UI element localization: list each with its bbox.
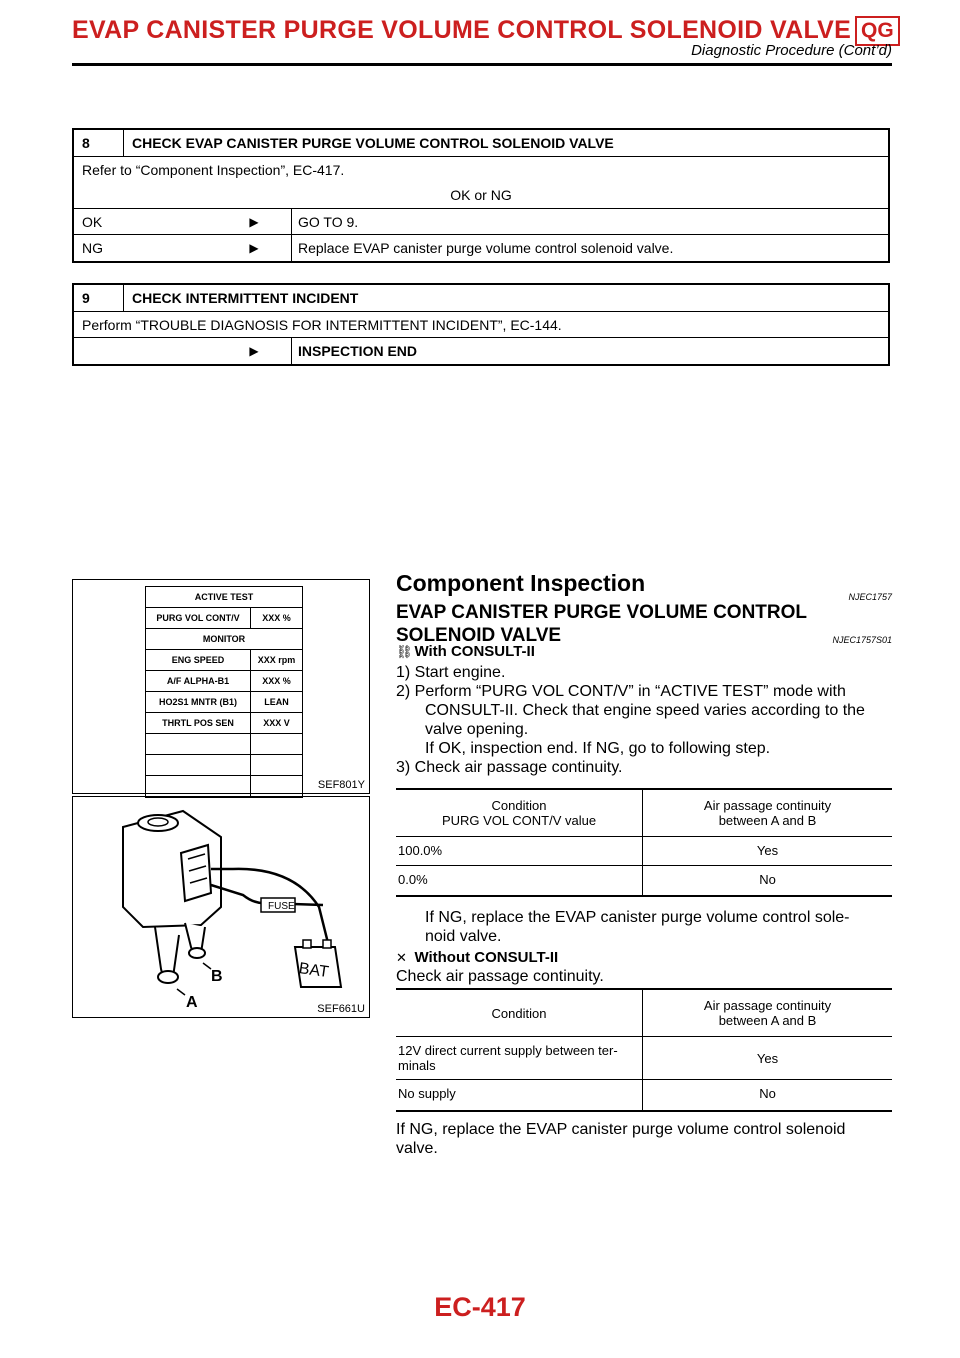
monitor-label: THRTL POS SEN: [146, 713, 251, 733]
table-cell: Yes: [756, 1050, 779, 1066]
fuse-label: FUSE: [268, 901, 295, 912]
monitor-value: XXX rpm: [257, 655, 296, 665]
step-number: 8: [74, 130, 124, 156]
table-header-cell: [396, 790, 643, 836]
continuity-table-consult: [396, 788, 892, 897]
cell-text: 12V direct current supply between ter-: [398, 1043, 618, 1058]
step-8-title-row: [74, 130, 888, 157]
final-note-line: If NG, replace the EVAP canister purge volume control solenoid: [396, 1121, 846, 1138]
with-consult-line: [396, 643, 892, 661]
arrow-icon: ▶: [217, 235, 292, 261]
monitor-label: PURG VOL CONT/V: [146, 608, 251, 628]
header-text: PURG VOL CONT/V value: [441, 813, 597, 828]
port-b-label: B: [211, 968, 223, 985]
final-note-line: valve.: [396, 1140, 438, 1157]
table-cell: No supply: [396, 1080, 643, 1110]
header-text: between A and B: [718, 813, 817, 828]
monitor-value: LEAN: [264, 697, 289, 707]
result-action: Replace EVAP canister purge volume control solenoid valve.: [298, 240, 674, 256]
table-header-cell: [643, 990, 892, 1036]
table-row: [396, 1080, 892, 1110]
table-header-cell: Condition: [396, 990, 643, 1036]
header-text: between A and B: [718, 1013, 817, 1028]
figure-active-test: [72, 579, 370, 794]
header-text: Air passage continuity: [703, 798, 832, 813]
check-continuity-line: Check air passage continuity.: [396, 968, 604, 985]
consult-icon: ⛓: [396, 644, 413, 659]
step-question: OK or NG: [450, 187, 512, 204]
subsection-heading: SOLENOID VALVE: [396, 625, 562, 646]
result-action: INSPECTION END: [298, 343, 418, 359]
continuity-table-no-consult: [396, 988, 892, 1112]
step-9-result-row: [74, 338, 888, 364]
table-cell: [396, 1037, 643, 1079]
section-code: NJEC1757: [848, 592, 892, 602]
header-text: Air passage continuity: [703, 998, 832, 1013]
monitor-label: HO2S1 MNTR (B1): [146, 692, 251, 712]
port-a-label: A: [186, 994, 198, 1011]
without-consult-label: Without CONSULT-II: [414, 949, 559, 966]
subsection-heading-block: [396, 601, 892, 647]
battery-label: BAT: [297, 960, 330, 982]
table-row: [396, 837, 892, 866]
result-row-ok: [74, 209, 888, 235]
monitor-label: A/F ALPHA-B1: [146, 671, 251, 691]
monitor-value: XXX V: [263, 718, 290, 728]
empty-cell: [146, 734, 251, 754]
arrow-icon: ▶: [217, 338, 292, 364]
engine-badge: QG: [855, 16, 900, 46]
step-text: Perform “TROUBLE DIAGNOSIS FOR INTERMITTENT INCIDENT”, EC-144.: [82, 316, 562, 333]
header-rule: [72, 63, 892, 66]
empty-cell: [146, 776, 251, 797]
subsection-heading: EVAP CANISTER PURGE VOLUME CONTROL: [396, 602, 807, 623]
step-title: CHECK INTERMITTENT INCIDENT: [132, 290, 359, 306]
without-consult-line: [396, 949, 892, 967]
page-header-title: EVAP CANISTER PURGE VOLUME CONTROL SOLENOID VALVE: [72, 16, 852, 44]
procedure-steps: [396, 663, 892, 777]
cell-text: minals: [398, 1058, 436, 1073]
figure-code: SEF801Y: [317, 779, 365, 791]
empty-cell: [146, 755, 251, 775]
monitor-value: XXX %: [262, 676, 291, 686]
component-inspection-heading-block: [396, 570, 892, 602]
page-number: EC-417: [434, 1292, 526, 1322]
result-label: OK: [82, 213, 103, 230]
monitor-value: XXX %: [262, 613, 291, 623]
active-test-table: [145, 586, 303, 798]
figure-code: SEF661U: [317, 1003, 365, 1015]
step-number: 9: [74, 285, 124, 311]
header-text: Condition: [491, 798, 547, 813]
active-test-heading: ACTIVE TEST: [194, 592, 254, 602]
ng-note-line: noid valve.: [425, 928, 502, 945]
table-cell: Yes: [756, 843, 779, 858]
figure-solenoid-valve: [72, 796, 370, 1018]
table-row: [396, 866, 892, 895]
procedure-step: 3) Check air passage continuity.: [396, 759, 623, 776]
table-cell: No: [759, 1086, 776, 1101]
section-heading: Component Inspection: [396, 570, 646, 596]
step-9-title-row: [74, 285, 888, 312]
no-consult-icon: ✕: [396, 950, 407, 965]
step-text: Refer to “Component Inspection”, EC-417.: [82, 161, 345, 178]
step-title: CHECK EVAP CANISTER PURGE VOLUME CONTROL SOLENOID VALVE: [132, 135, 614, 151]
table-cell: 100.0%: [396, 837, 643, 865]
result-label: NG: [82, 240, 103, 256]
table-row: [396, 1037, 892, 1080]
procedure-step: 1) Start engine.: [396, 664, 506, 681]
result-action: GO TO 9.: [298, 213, 359, 230]
table-header-row: [396, 990, 892, 1037]
monitor-heading: MONITOR: [202, 634, 246, 644]
monitor-label: ENG SPEED: [146, 650, 251, 670]
step-8-box: [72, 128, 890, 263]
result-row-ng: [74, 235, 888, 261]
arrow-icon: ▶: [217, 209, 292, 234]
procedure-step-cont: CONSULT-II. Check that engine speed varies according to the: [425, 702, 865, 719]
step-9-text-row: [74, 312, 888, 338]
page-header-subtitle: Diagnostic Procedure (Cont’d): [691, 42, 892, 59]
ng-note-line: If NG, replace the EVAP canister purge volume control sole-: [425, 909, 850, 926]
subsection-code: NJEC1757S01: [832, 635, 892, 645]
table-header-row: [396, 790, 892, 837]
procedure-step-cont: If OK, inspection end. If NG, go to following step.: [425, 740, 771, 757]
with-consult-label: With CONSULT-II: [414, 643, 535, 660]
solenoid-valve-illustration: [73, 797, 371, 1019]
step-8-text-row: [74, 157, 888, 209]
procedure-step: 2) Perform “PURG VOL CONT/V” in “ACTIVE TEST” mode with: [396, 683, 846, 700]
procedure-step-cont: valve opening.: [425, 721, 529, 738]
table-cell: 0.0%: [396, 866, 643, 895]
final-note: [396, 1120, 892, 1158]
ng-note: [396, 908, 892, 946]
table-header-cell: [643, 790, 892, 836]
step-9-box: [72, 283, 890, 366]
table-cell: No: [759, 872, 776, 887]
